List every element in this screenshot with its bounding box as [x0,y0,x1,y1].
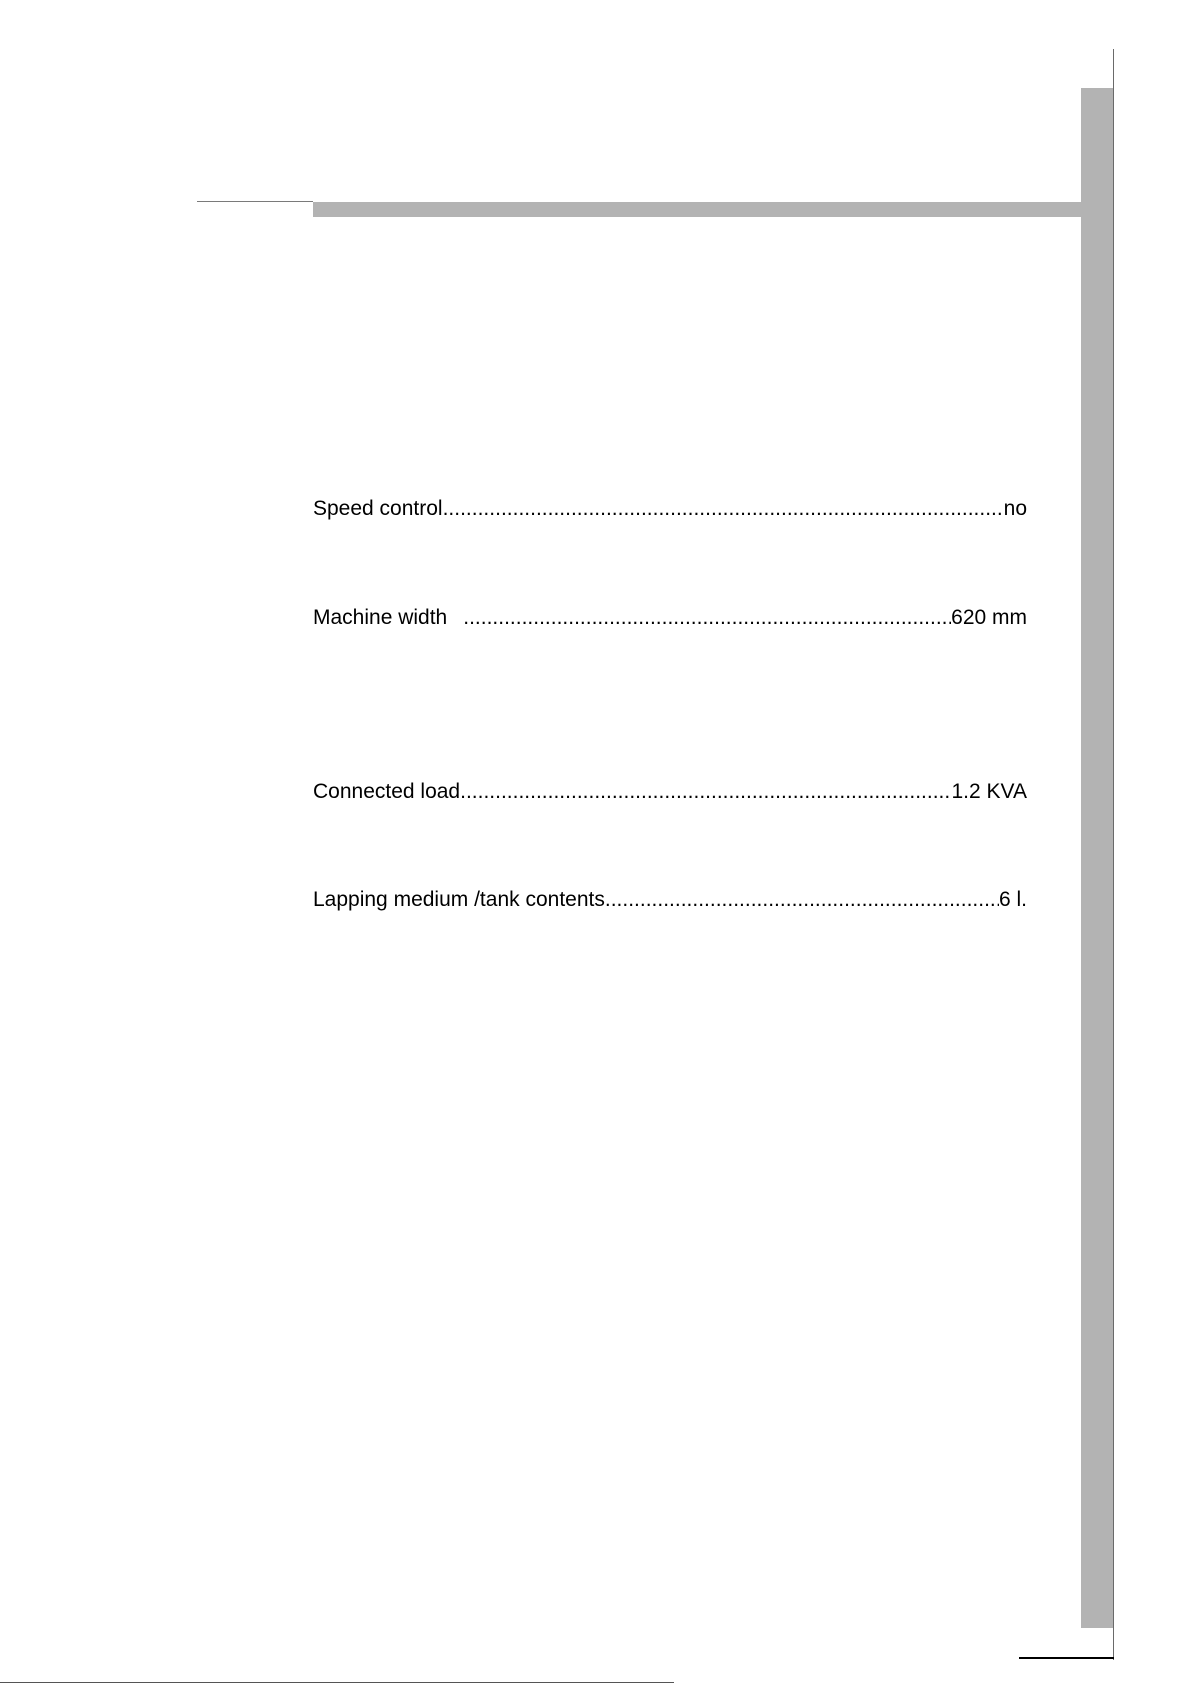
spec-value: 1.2 KVA [951,780,1027,803]
dot-leader [605,888,999,912]
spec-label: Lapping medium /tank contents [313,888,605,911]
header-thin-rule [197,201,313,202]
spec-label: Machine width [313,606,448,629]
bottom-edge-line [0,1682,674,1683]
spec-value: 6 l. [998,888,1027,911]
side-gray-bar [1081,88,1114,1628]
page-edge-line [1113,49,1114,1660]
spec-value: 620 mm [951,606,1027,629]
dot-leader [443,497,1004,521]
spec-row-machine-width [313,606,1027,630]
spec-value: no [1003,497,1027,520]
header-gray-bar [313,202,1081,217]
spec-row-lapping-medium [313,888,1027,912]
dot-leader [447,606,951,630]
dot-leader [460,780,951,804]
spec-label: Speed control [313,497,443,520]
spec-label: Connected load [313,780,461,803]
spec-row-connected-load [313,780,1027,804]
spec-row-speed-control [313,497,1027,521]
footer-rule [1019,1657,1114,1659]
